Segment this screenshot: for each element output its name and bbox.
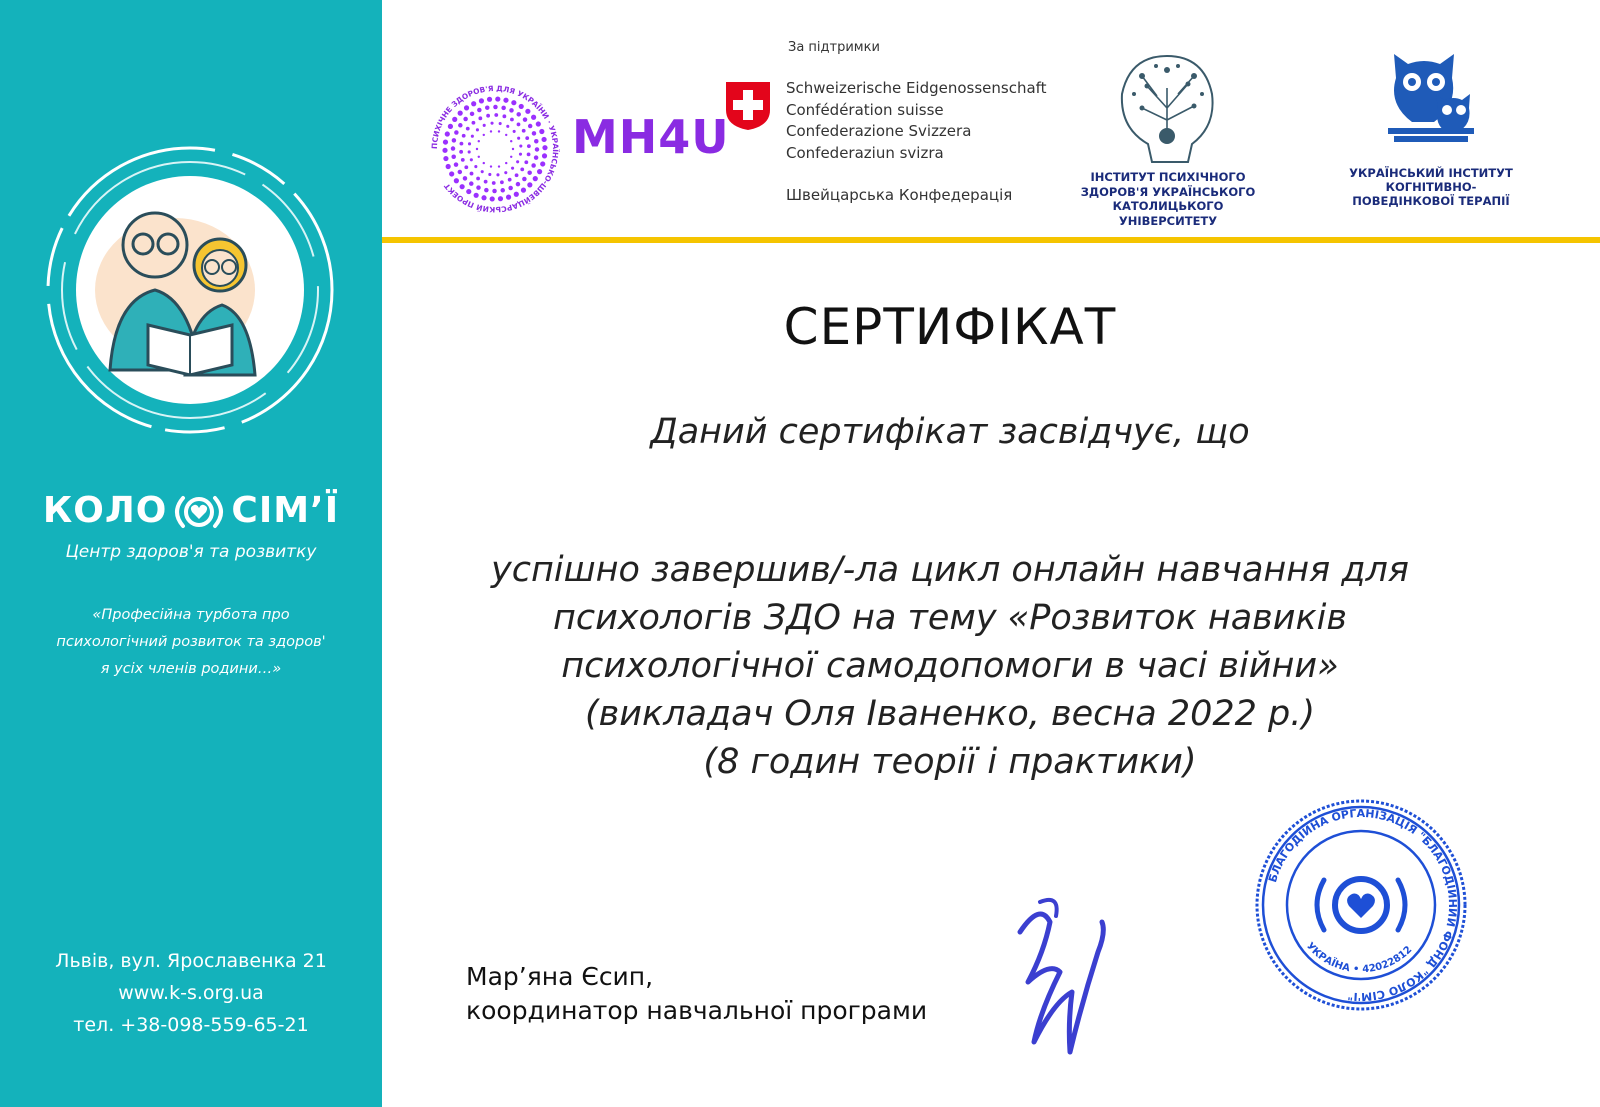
sunburst-dot xyxy=(542,145,547,150)
sunburst-dot xyxy=(522,129,526,133)
sunburst-dot xyxy=(519,104,524,109)
quote-line: «Професійна турбота про xyxy=(92,607,290,623)
sunburst-dot xyxy=(515,173,519,177)
sunburst-dot xyxy=(542,153,547,158)
sunburst-dot xyxy=(460,184,465,189)
mission-quote xyxy=(20,602,362,683)
brand-subtitle: Центр здоров'я та розвитку xyxy=(65,542,317,562)
sunburst-dot xyxy=(498,165,500,167)
ucu-line: ЗДОРОВ'Я УКРАЇНСЬКОГО xyxy=(1080,184,1256,199)
sunburst-dot xyxy=(478,140,480,142)
sunburst-dot xyxy=(502,114,506,118)
sunburst-dot xyxy=(446,164,451,169)
sunburst-dot xyxy=(498,196,503,201)
sunburst-dot xyxy=(521,188,526,193)
sunburst-dot xyxy=(469,181,474,186)
sunburst-dot xyxy=(460,142,464,146)
sunburst-dot xyxy=(443,156,448,161)
stamp-ring-text: БЛАГОДІЙНА ОРГАНІЗАЦІЯ "БЛАГОДІЙНИЙ ФОНД "КОЛО СІМ'Ї" xyxy=(1266,806,1460,1004)
sunburst-dot xyxy=(451,146,456,151)
sunburst-dot xyxy=(452,117,457,122)
sunburst-dot xyxy=(466,189,471,194)
sunburst-dot xyxy=(490,130,492,132)
sunburst-dot xyxy=(464,105,469,110)
address: Львів, вул. Ярославенка 21 xyxy=(55,950,327,972)
sunburst-dot xyxy=(477,108,482,113)
sunburst-dot xyxy=(510,140,512,142)
sunburst-dot xyxy=(470,158,473,161)
support-label: За підтримки xyxy=(788,40,880,55)
phone: тел. +38-098-559-65-21 xyxy=(73,1014,309,1036)
sunburst-dot xyxy=(472,121,476,125)
sunburst-dot xyxy=(462,134,466,138)
sunburst-dot xyxy=(471,101,476,106)
sunburst-dot xyxy=(442,148,447,153)
sunburst-dot xyxy=(484,180,488,184)
sunburst-dot xyxy=(486,114,490,118)
sunburst-dot xyxy=(458,111,463,116)
mh4u-logo-text: MH4U xyxy=(572,110,730,164)
sunburst-dot xyxy=(531,163,536,168)
sunburst-dot xyxy=(501,106,506,111)
cbt-line: ПОВЕДІНКОВОЇ ТЕРАПІЇ xyxy=(1352,194,1510,208)
sunburst-dot xyxy=(517,137,520,140)
sunburst-dot xyxy=(522,177,527,182)
sunburst-dot xyxy=(510,156,512,158)
sunburst-dot xyxy=(483,134,485,136)
sunburst-dot xyxy=(474,165,477,168)
contacts xyxy=(0,945,382,1041)
sunburst-dot xyxy=(478,116,482,120)
sunburst-dot xyxy=(527,182,532,187)
sunburst-dot xyxy=(540,161,545,166)
sunburst-dot xyxy=(534,155,539,160)
ucu-line: КАТОЛИЦЬКОГО xyxy=(1112,199,1224,213)
sunburst-dot xyxy=(493,105,498,110)
body-line: (викладач Оля Іваненко, весна 2022 р.) xyxy=(584,694,1316,734)
svg-text:ПСИХІЧНЕ ЗДОРОВ'Я ДЛЯ УКРАЇНИ xyxy=(430,84,560,214)
sunburst-dot xyxy=(471,135,474,138)
sidebar xyxy=(0,0,382,1107)
sunburst-dot xyxy=(490,196,495,201)
sunburst-dot xyxy=(516,160,519,163)
sunburst-dot xyxy=(537,169,542,174)
body-line: (8 годин теорії і практики) xyxy=(703,742,1197,782)
body-line: психологічної самодопомоги в часі війни» xyxy=(561,646,1339,686)
sunburst-dot xyxy=(445,131,450,136)
website: www.k-s.org.ua xyxy=(118,982,264,1004)
signer-block xyxy=(466,960,927,1028)
sunburst-dot xyxy=(492,181,496,185)
sunburst-dot xyxy=(468,142,471,145)
swiss-name-line: Confédération suisse xyxy=(786,100,944,119)
sunburst-dot xyxy=(495,96,500,101)
sunburst-dot xyxy=(527,170,532,175)
ucu-institute-name xyxy=(1070,170,1266,228)
sunburst-dot xyxy=(520,167,524,171)
sunburst-dot xyxy=(541,137,546,142)
brand-name xyxy=(0,490,382,532)
sunburst-dot xyxy=(531,115,536,120)
sunburst-dot xyxy=(516,112,521,117)
sunburst-dot xyxy=(528,124,533,129)
certificate-body xyxy=(382,546,1518,786)
swiss-confederation-ua: Швейцарська Конфедерація xyxy=(786,186,1013,204)
sunburst-dot xyxy=(470,172,474,176)
sunburst-dot xyxy=(519,153,522,156)
swiss-name-line: Confederazione Svizzera xyxy=(786,122,972,140)
sunburst-dot xyxy=(527,144,531,148)
sunburst-dot xyxy=(525,109,530,114)
sunburst-dot xyxy=(461,158,465,162)
quote-line: психологічний розвиток та здоров' xyxy=(56,634,326,650)
handwritten-signature xyxy=(1010,892,1120,1062)
sunburst-dot xyxy=(481,195,486,200)
sunburst-dot xyxy=(463,176,468,181)
sunburst-dot xyxy=(532,131,537,136)
sunburst-dot xyxy=(476,185,481,190)
cbt-institute-name xyxy=(1340,166,1522,208)
cbt-line: КОГНІТИВНО- xyxy=(1385,180,1477,194)
sunburst-dot xyxy=(498,130,500,132)
sunburst-dot xyxy=(470,112,475,117)
sunburst-dot xyxy=(513,130,516,133)
sunburst-dot xyxy=(509,108,514,113)
quote-line: я усіх членів родини…» xyxy=(100,661,282,677)
sunburst-dot xyxy=(487,97,492,102)
mh4u-dotted-circle-logo xyxy=(428,82,562,216)
sunburst-dot xyxy=(505,162,507,164)
sunburst-dot xyxy=(483,124,486,127)
sunburst-dot xyxy=(499,122,502,125)
sunburst-dot xyxy=(463,117,468,122)
sunburst-dot xyxy=(534,139,539,144)
sunburst-dot xyxy=(476,177,480,181)
sunburst-dot xyxy=(496,173,499,176)
sunburst-dot xyxy=(476,128,479,131)
certificate-intro: Даний сертифікат засвідчує, що xyxy=(650,412,1250,452)
sunburst-dot xyxy=(488,173,491,176)
sunburst-dot xyxy=(505,134,507,136)
sunburst-dot xyxy=(454,162,459,167)
sunburst-dot xyxy=(483,162,485,164)
sunburst-dot xyxy=(500,188,505,193)
certificate-title: СЕРТИФІКАТ xyxy=(783,298,1117,356)
sunburst-dot xyxy=(516,182,521,187)
sunburst-dot xyxy=(454,178,459,183)
sunburst-dot xyxy=(476,148,478,150)
sunburst-dot xyxy=(508,186,513,191)
organization-stamp xyxy=(1252,796,1470,1014)
sunburst-dot xyxy=(512,148,514,150)
sunburst-dot xyxy=(479,98,484,103)
sunburst-dot xyxy=(524,160,528,164)
owl-logo xyxy=(1384,44,1478,144)
sunburst-dot xyxy=(535,147,540,152)
sunburst-dot xyxy=(485,105,490,110)
sunburst-dot xyxy=(517,123,521,127)
sunburst-dot xyxy=(448,124,453,129)
cbt-line: УКРАЇНСЬКИЙ ІНСТИТУТ xyxy=(1349,166,1513,180)
sunburst-dot xyxy=(478,156,480,158)
sunburst-dot xyxy=(511,167,514,170)
sunburst-dot xyxy=(490,122,493,125)
stamp-bottom-text: УКРАЇНА • 42022812 xyxy=(1303,940,1415,976)
sunburst-dot xyxy=(466,127,470,131)
body-line: психологів ЗДО на тему «Розвиток навиків xyxy=(552,598,1348,638)
ucu-line: УНІВЕРСИТЕТУ xyxy=(1118,213,1218,228)
sunburst-dot xyxy=(484,188,489,193)
sunburst-dot xyxy=(506,125,509,128)
sunburst-dot xyxy=(504,171,507,174)
swiss-name-line: Confederaziun svizra xyxy=(786,143,944,162)
sunburst-dot xyxy=(468,150,471,153)
sunburst-dot xyxy=(458,170,463,175)
swiss-flag-icon xyxy=(724,80,772,132)
heart-ring-icon xyxy=(169,492,229,532)
sunburst-dot xyxy=(539,129,544,134)
swiss-confederation-names xyxy=(786,78,1047,164)
ucu-line: ІНСТИТУТ ПСИХІЧНОГО xyxy=(1090,170,1246,184)
body-line: успішно завершив/-ла цикл онлайн навчання для xyxy=(491,550,1409,590)
sunburst-dot xyxy=(458,123,463,128)
family-illustration-logo xyxy=(40,140,340,440)
brand-name-right: СІМ’Ї xyxy=(231,490,340,531)
sunburst-dot xyxy=(506,195,511,200)
sunburst-dot xyxy=(500,180,504,184)
tree-head-logo xyxy=(1112,48,1222,168)
swiss-name-line: Schweizerische Eidgenossenschaft xyxy=(786,79,1047,97)
sunburst-dot xyxy=(449,171,454,176)
sunburst-dot xyxy=(474,193,479,198)
signer-name: Мар’яна Єсип, xyxy=(466,962,654,991)
header-divider xyxy=(382,237,1600,243)
sunburst-dot xyxy=(503,98,508,103)
sunburst-dot xyxy=(514,192,519,197)
sunburst-dot xyxy=(492,189,497,194)
sunburst-dot xyxy=(464,165,468,169)
sunburst-dot xyxy=(490,165,492,167)
mh4u-ring-text: ПСИХІЧНЕ ЗДОРОВ'Я ДЛЯ УКРАЇНИ · УКРАЇНСЬКО-ШВЕЙЦАРСЬКИЙ ПРОЕКТ xyxy=(429,83,561,215)
signer-role: координатор навчальної програми xyxy=(466,996,928,1025)
sunburst-dot xyxy=(519,144,522,147)
sunburst-dot xyxy=(508,178,512,182)
sunburst-dot xyxy=(523,117,528,122)
sunburst-dot xyxy=(533,176,538,181)
sunburst-dot xyxy=(452,138,457,143)
sunburst-dot xyxy=(443,139,448,144)
sunburst-dot xyxy=(494,113,498,117)
sunburst-dot xyxy=(536,121,541,126)
sunburst-dot xyxy=(525,136,529,140)
sunburst-dot xyxy=(511,100,516,105)
sunburst-dot xyxy=(481,170,484,173)
brand-name-left: КОЛО xyxy=(42,490,168,531)
sunburst-dot xyxy=(454,130,459,135)
sunburst-dot xyxy=(510,118,514,122)
sunburst-dot xyxy=(459,150,463,154)
sunburst-dot xyxy=(527,152,531,156)
sunburst-dot xyxy=(451,154,456,159)
